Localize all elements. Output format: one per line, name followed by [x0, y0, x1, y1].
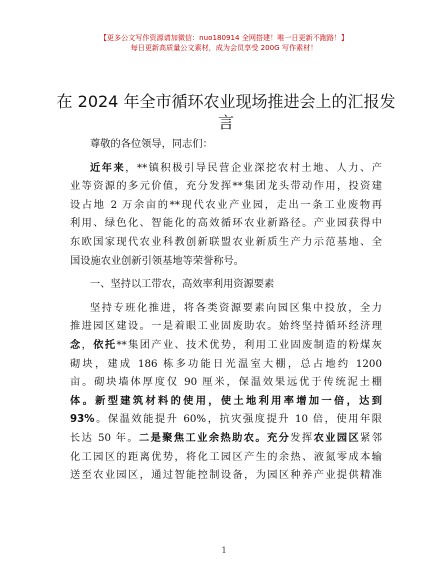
section-1-heading: 一、坚持以工带农，高效率利用资源要素	[90, 279, 275, 291]
page-number: 1	[221, 546, 227, 555]
paragraph-2-text: 长达 50 年。	[70, 432, 139, 444]
paragraph-2-line: 砌块，建成 186 栋多功能日光温室大棚，总占地约 1200	[70, 358, 382, 370]
paragraph-2-bold: 二是聚焦工业余热助农。充分	[139, 432, 291, 444]
salutation: 尊敬的各位领导，同志们：	[90, 139, 213, 150]
paragraph-2-bold: 93%	[70, 414, 95, 426]
paragraph-2-bold: 依托	[93, 339, 117, 351]
paragraph-2-text: 紧邻	[360, 432, 382, 444]
paragraph-2-text: ，	[81, 339, 94, 351]
paragraph-1-line: 业等资源的多元价值，充分发挥**集团龙头带动作用，投资建	[70, 181, 382, 193]
document-title: 在 2024 年全市循环农业现场推进会上的汇报发言	[56, 92, 396, 132]
paragraph-1-line: 东欧国家现代农业科教创新联盟农业新质生产力示范基地、全	[70, 236, 382, 248]
promo-banner-line-2: 每日更新高质量公文素材，成为会员享受 200G 写作素材！	[130, 43, 318, 52]
paragraph-2-line: 推进园区建设。一是着眼工业固废助农。始终坚持循环经济理	[70, 321, 382, 333]
paragraph-2-line: 亩。砌块墙体厚度仅 90 厘米，保温效果远优于传统泥土棚	[70, 377, 382, 389]
paragraph-1-line: 利用、绿色化、智能化的高效循环农业新路径。产业园获得中	[70, 218, 382, 230]
paragraph-2-bold: 农业园区	[313, 432, 361, 444]
paragraph-2-line: 化工园区的距离优势，将化工园区产生的余热、液氮零成本输	[70, 451, 382, 463]
paragraph-2-text: 。保温效能提升 60%，抗灾强度提升 10 倍，使用年限	[94, 414, 382, 426]
document-body	[70, 136, 382, 486]
paragraph-2-bold-line: 体。新型建筑材料的使用，使土地利用率增加一倍，达到	[70, 395, 382, 407]
promo-banner	[0, 33, 448, 53]
paragraph-2-text: **集团产业、技术优势，利用工业固废制造的粉煤灰	[116, 339, 382, 351]
promo-banner-line-1: 【更多公文写作资源请加微信：nuo180914 全网搭建！唯一日更新不跑路！】	[99, 33, 349, 42]
paragraph-1-lead: 近年来	[90, 162, 126, 174]
paragraph-2-line: 送至农业园区，通过智能控制设备，为园区种养产业提供精准	[70, 470, 382, 482]
paragraph-1-line: 设占地 2 万余亩的**现代农业产业园，走出一条工业废物再	[70, 199, 382, 211]
paragraph-2-text: 发挥	[290, 432, 314, 444]
paragraph-2-line: 坚持专班化推进，将各类资源要素向园区集中投放，全力	[90, 302, 382, 314]
paragraph-2	[70, 300, 382, 486]
paragraph-1	[70, 160, 382, 272]
paragraph-1-line: 国设施农业创新引领基地等荣誉称号。	[70, 255, 245, 267]
paragraph-1-line: ，**镇积极引导民营企业深挖农村土地、人力、产	[125, 162, 382, 174]
paragraph-2-bold: 念	[70, 339, 82, 351]
